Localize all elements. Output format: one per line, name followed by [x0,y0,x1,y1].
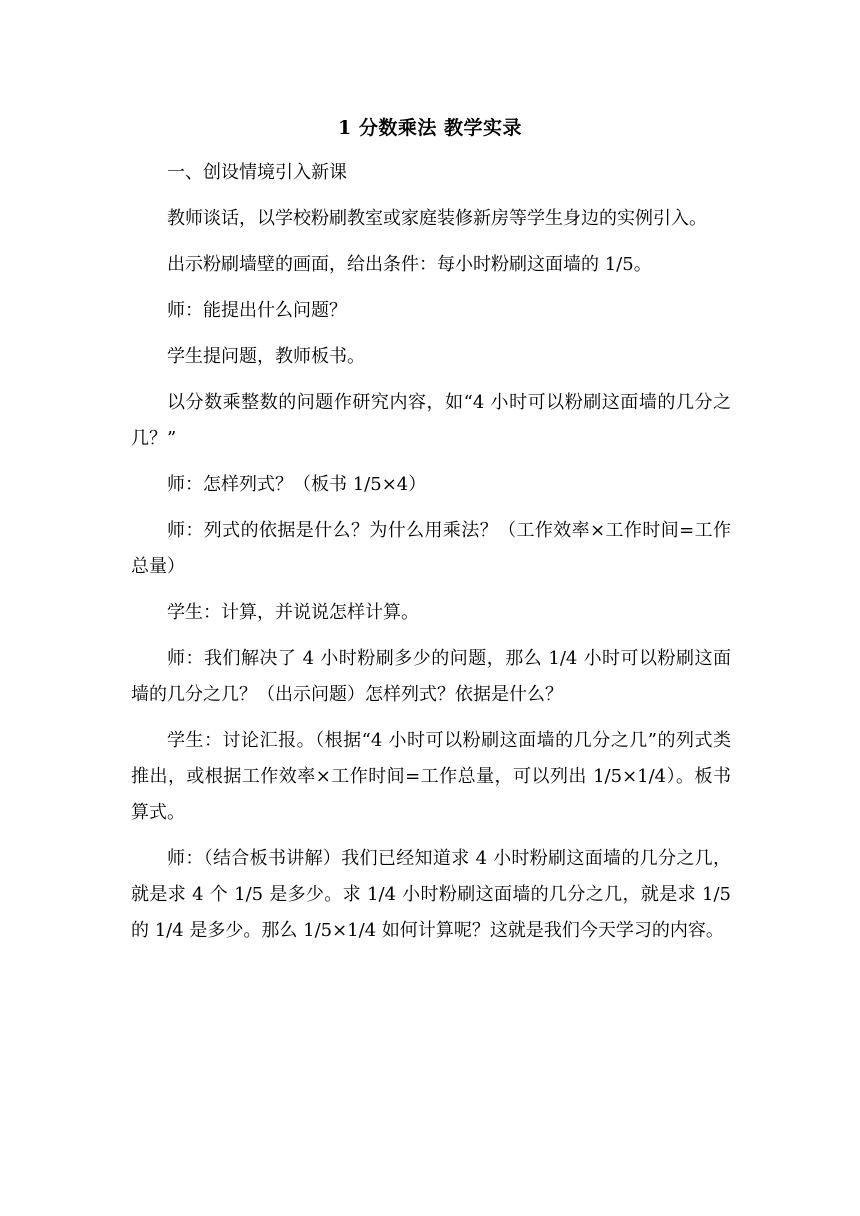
paragraph: 师：能提出什么问题？ [167,300,347,321]
paragraph: 师：列式的依据是什么？为什么用乘法？（工作效率×工作时间=工作总量） [131,520,731,577]
paragraph: 师：（结合板书讲解）我们已经知道求 4 小时粉刷这面墙的几分之几，就是求 4 个 1/5 是多少。求 1/4 小时粉刷这面墙的几分之几，就是求 1/5 的 1/4 是多少。那么 1/5×1/4 如何计算呢？这就是我们今天学习的内容。 [131,848,731,941]
document-title: 1 分数乘法 教学实录 [338,117,522,139]
paragraph: 学生提问题，教师板书。 [167,346,365,367]
paragraph: 学生：讨论汇报。（根据“4 小时可以粉刷这面墙的几分之几”的列式类推出，或根据工作效率×工作时间=工作总量，可以列出 1/5×1/4）。板书算式。 [131,730,731,823]
document-body [131,155,731,959]
paragraph: 以分数乘整数的问题作研究内容，如“4 小时可以粉刷这面墙的几分之几？” [131,392,731,449]
paragraph: 教师谈话，以学校粉刷教室或家庭装修新房等学生身边的实例引入。 [167,208,707,229]
paragraph: 出示粉刷墙壁的画面，给出条件：每小时粉刷这面墙的 1/5。 [167,254,652,275]
paragraph: 师：我们解决了 4 小时粉刷多少的问题，那么 1/4 小时可以粉刷这面墙的几分之几？（出示问题）怎样列式？依据是什么？ [131,648,731,705]
paragraph: 学生：计算，并说说怎样计算。 [167,602,419,623]
paragraph: 师：怎样列式？（板书 1/5×4） [167,474,427,495]
section-heading: 一、创设情境引入新课 [167,162,347,183]
